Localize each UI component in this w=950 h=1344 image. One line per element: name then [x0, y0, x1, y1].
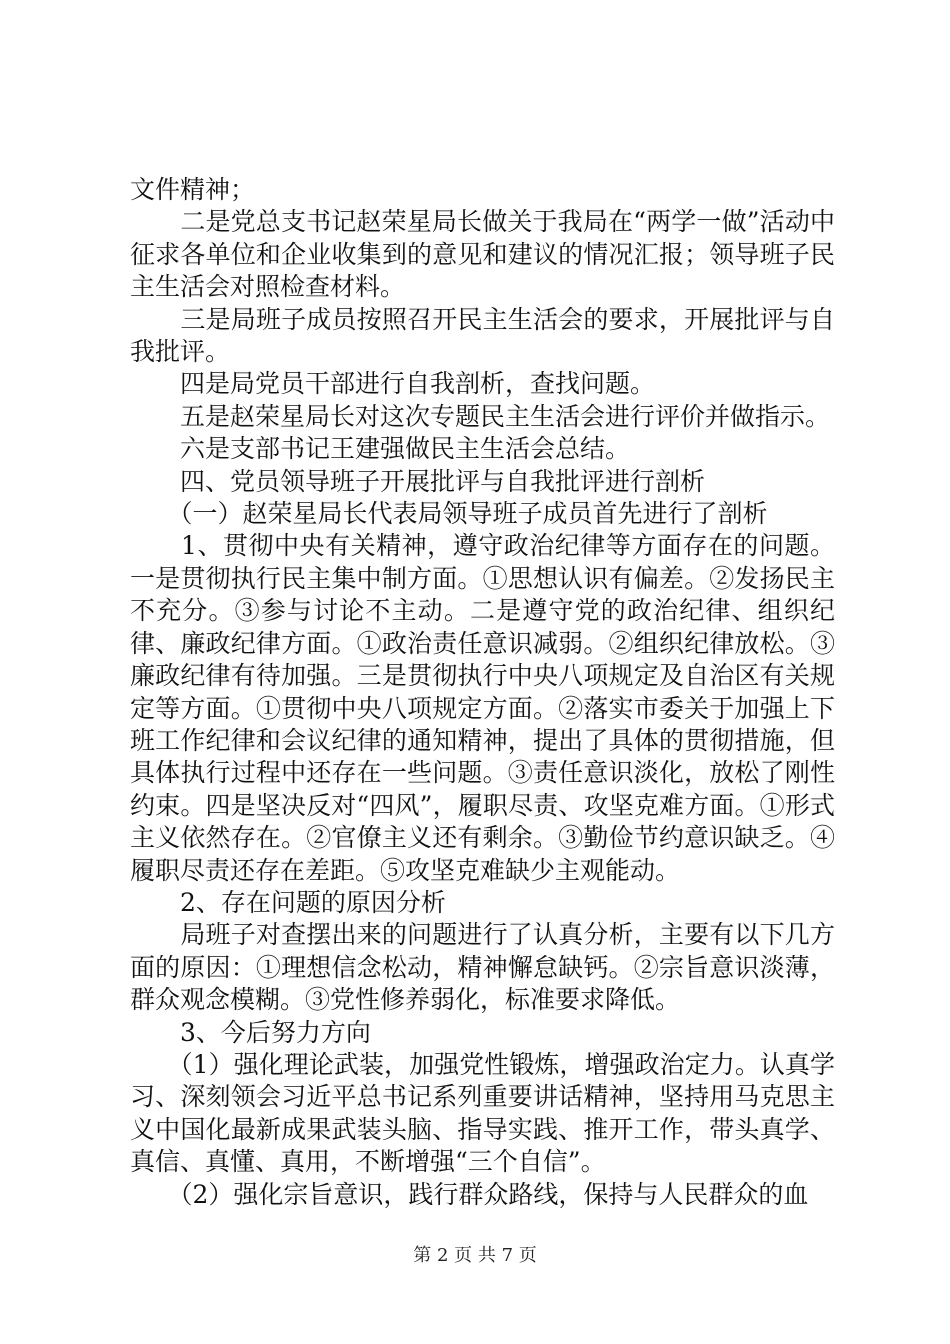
document-body — [130, 174, 835, 1211]
paragraph-item-six: 六是支部书记王建强做民主生活会总结。 — [130, 434, 631, 464]
paragraph-causes: 局班子对查摆出来的问题进行了认真分析，主要有以下几方面的原因：①理想信念松动，精神懈怠缺钙。②宗旨意识淡薄，群众观念模糊。③党性修养弱化，标准要求降低。 — [130, 920, 835, 1015]
subsection-heading-one: （一）赵荣星局长代表局领导班子成员首先进行了剖析 — [130, 499, 768, 529]
subheading-cause-analysis: 2、存在问题的原因分析 — [130, 887, 446, 917]
paragraph-item-two: 二是党总支书记赵荣星局长做关于我局在“两学一做”活动中征求各单位和企业收集到的意见和建议的情况汇报；领导班子民主生活会对照检查材料。 — [130, 207, 835, 302]
paragraph-problems: 1、贯彻中央有关精神，遵守政治纪律等方面存在的问题。一是贯彻执行民主集中制方面。①思想认识有偏差。②发扬民主不充分。③参与讨论不主动。二是遵守党的政治纪律、组织纪律、廉政纪律方面。①政治责任意识减弱。②组织纪律放松。③廉政纪律有待加强。三是贯彻执行中央八项规定及自治区有关规定等方面。①贯彻中央八项规定方面。②落实市委关于加强上下班工作纪律和会议纪律的通知精神，提出了具体的贯彻措施，但具体执行过程中还存在一些问题。③责任意识淡化，放松了刚性约束。四是坚决反对“四风”，履职尽责、攻坚克难方面。①形式主义依然存在。②官僚主义还有剩余。③勤俭节约意识缺乏。④履职尽责还存在差距。⑤攻坚克难缺少主观能动。 — [130, 531, 835, 885]
paragraph-item-three: 三是局班子成员按照召开民主生活会的要求，开展批评与自我批评。 — [130, 304, 835, 367]
paragraph-continuation: 文件精神； — [130, 175, 256, 204]
paragraph-item-five: 五是赵荣星局长对这次专题民主生活会进行评价并做指示。 — [130, 401, 831, 431]
paragraph-direction-two: （2）强化宗旨意识，践行群众路线，保持与人民群众的血 — [130, 1179, 809, 1209]
section-heading-four: 四、党员领导班子开展批评与自我批评进行剖析 — [130, 466, 706, 496]
paragraph-direction-one: （1）强化理论武装，加强党性锻炼，增强政治定力。认真学习、深刻领会习近平总书记系列重要讲话精神，坚持用马克思主义中国化最新成果武装头脑、指导实践、推开工作，带头真学、真信、真懂、真用，不断增强“三个自信”。 — [130, 1049, 835, 1177]
subheading-future-direction: 3、今后努力方向 — [130, 1017, 371, 1047]
paragraph-item-four: 四是局党员干部进行自我剖析，查找问题。 — [130, 369, 656, 399]
page-number-footer: 第 2 页 共 7 页 — [413, 1245, 537, 1266]
